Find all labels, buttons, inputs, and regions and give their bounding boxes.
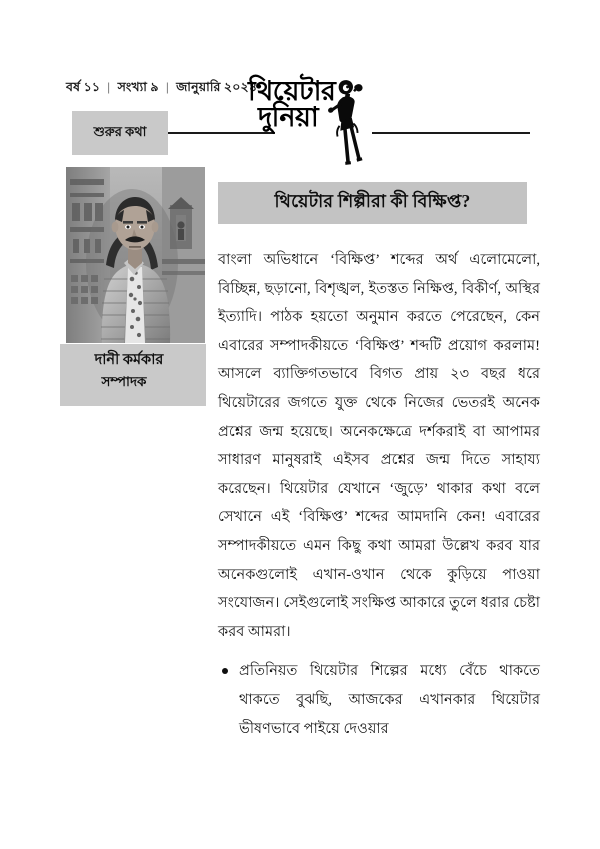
section-tag-box xyxy=(72,111,168,155)
list-item xyxy=(218,657,540,743)
article-body xyxy=(218,246,540,743)
magazine-logo xyxy=(248,78,368,166)
dancing-performer-illustration-icon xyxy=(326,76,366,166)
author-name: দানী কর্মকার xyxy=(94,352,164,368)
masthead xyxy=(0,0,600,178)
issue-line xyxy=(66,79,257,99)
article-bullet-list xyxy=(218,657,540,743)
editor-portrait-photo xyxy=(66,167,205,343)
issue-number: সংখ্যা ৯ xyxy=(117,80,159,94)
issue-date: জানুয়ারি ২০২৪ xyxy=(176,80,258,94)
issue-separator-1: | xyxy=(107,80,111,94)
article-paragraph: বাংলা অভিধানে ‘বিক্ষিপ্ত’ শব্দের অর্থ এলোমেলো, বিচ্ছিন্ন, ছড়ানো, বিশৃঙ্খল, ইতস্তত নিক্ষিপ্ত, বিকীর্ণ, অস্থির ইত্যাদি। পাঠক হয়তো অনুমান করতে পেরেছেন, কেন এবারের সম্পাদকীয়তে ‘বিক্ষিপ্ত’ শব্দটি প্রয়োগ করলাম! আসলে ব্যাক্তিগতভাবে বিগত প্রায় ২৩ বছর ধরে থিয়েটারের জগতে যুক্ত থেকে নিজের ভেতরই অনেক প্রশ্নের জন্ম হয়েছে। অনেকক্ষেত্রে দর্শকরাই বা আপামর সাধারণ মানুষরাই এইসব প্রশ্নের জন্ম দিতে সাহায্য করেছেন। থিয়েটার যেখানে ‘জুড়ে’ থাকার কথা বলে সেখানে এই ‘বিক্ষিপ্ত’ শব্দের আমদানি কেন! এবারের সম্পাদকীয়তে এমন কিছু কথা আমরা উল্লেখ করব যার অনেকগুলোই এখান-ওখান থেকে কুড়িয়ে পাওয়া সংযোজন। সেইগুলোই সংক্ষিপ্ত আকারে তুলে ধরার চেষ্টা করব আমরা। xyxy=(218,252,540,640)
article-headline-band xyxy=(218,182,527,224)
article-headline: থিয়েটার শিল্পীরা কী বিক্ষিপ্ত? xyxy=(274,190,471,211)
issue-separator-2: | xyxy=(166,80,169,94)
logo-line-2: দুনিয়া xyxy=(258,102,319,133)
section-tag-label: শুরুর কথা xyxy=(93,123,147,139)
byline-box xyxy=(60,344,206,406)
bullet-dot-icon xyxy=(222,668,228,674)
list-item-text: প্রতিনিয়ত থিয়েটার শিল্পের মধ্যে বেঁচে থাকতে থাকতে বুঝছি, আজকের এখানকার থিয়েটার ভীষণভাবে পাইয়ে দেওয়ার xyxy=(239,663,540,737)
logo-line-1: থিয়েটার xyxy=(248,76,336,106)
issue-year: বর্ষ ১১ xyxy=(66,80,101,94)
author-role: সম্পাদক xyxy=(101,373,147,389)
masthead-rule xyxy=(372,132,530,134)
